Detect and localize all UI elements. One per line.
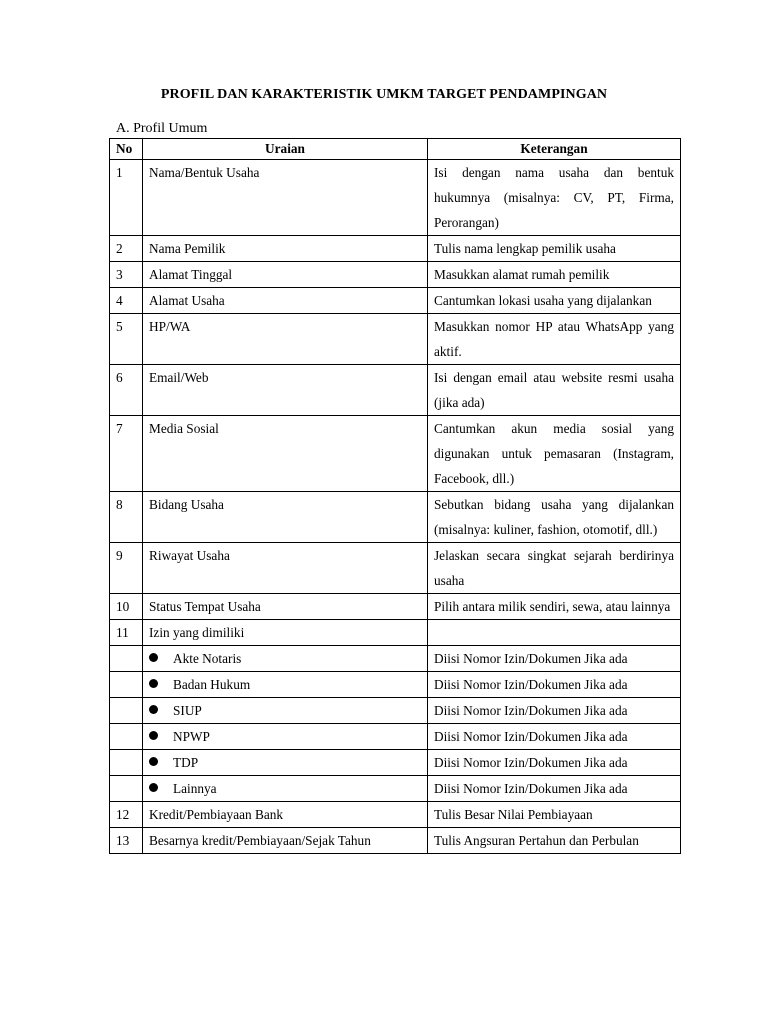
- row-keterangan: Tulis Besar Nilai Pembiayaan: [428, 802, 681, 828]
- row-no: 1: [110, 160, 143, 236]
- izin-keterangan: Diisi Nomor Izin/Dokumen Jika ada: [428, 698, 681, 724]
- row-keterangan: Cantumkan akun media sosial yang digunakan untuk pemasaran (Instagram, Facebook, dll.): [428, 416, 681, 492]
- row-no: [110, 724, 143, 750]
- izin-item: [143, 672, 428, 698]
- izin-label: Lainnya: [173, 781, 217, 796]
- izin-keterangan: Diisi Nomor Izin/Dokumen Jika ada: [428, 724, 681, 750]
- table-row: [110, 365, 681, 416]
- table-row: [110, 314, 681, 365]
- izin-label: NPWP: [173, 729, 210, 744]
- row-no: 8: [110, 492, 143, 543]
- bullet-icon: [149, 679, 158, 688]
- izin-item: [143, 724, 428, 750]
- header-keterangan: Keterangan: [428, 139, 681, 160]
- table-row: [110, 416, 681, 492]
- row-uraian: Nama/Bentuk Usaha: [143, 160, 428, 236]
- row-no: 2: [110, 236, 143, 262]
- izin-item: [143, 776, 428, 802]
- row-no: [110, 646, 143, 672]
- izin-keterangan: Diisi Nomor Izin/Dokumen Jika ada: [428, 750, 681, 776]
- row-uraian: Status Tempat Usaha: [143, 594, 428, 620]
- izin-row: [110, 698, 681, 724]
- row-keterangan: [428, 620, 681, 646]
- row-uraian: Kredit/Pembiayaan Bank: [143, 802, 428, 828]
- row-no: [110, 698, 143, 724]
- izin-row: [110, 776, 681, 802]
- row-uraian: Media Sosial: [143, 416, 428, 492]
- table-row: [110, 828, 681, 854]
- row-no: 10: [110, 594, 143, 620]
- row-no: 5: [110, 314, 143, 365]
- izin-item: [143, 698, 428, 724]
- table-row: [110, 802, 681, 828]
- row-keterangan: Jelaskan secara singkat sejarah berdirinya usaha: [428, 543, 681, 594]
- bullet-icon: [149, 705, 158, 714]
- izin-item: [143, 646, 428, 672]
- izin-label: SIUP: [173, 703, 202, 718]
- row-no: [110, 672, 143, 698]
- table-row: [110, 160, 681, 236]
- row-no: 11: [110, 620, 143, 646]
- row-no: 13: [110, 828, 143, 854]
- izin-row: [110, 724, 681, 750]
- izin-keterangan: Diisi Nomor Izin/Dokumen Jika ada: [428, 646, 681, 672]
- row-keterangan: Tulis Angsuran Pertahun dan Perbulan: [428, 828, 681, 854]
- table-header-row: [110, 139, 681, 160]
- table-row: [110, 594, 681, 620]
- izin-label: TDP: [173, 755, 199, 770]
- table-row: [110, 288, 681, 314]
- izin-row: [110, 646, 681, 672]
- row-keterangan: Pilih antara milik sendiri, sewa, atau lainnya: [428, 594, 681, 620]
- row-no: 4: [110, 288, 143, 314]
- row-uraian: Bidang Usaha: [143, 492, 428, 543]
- row-no: [110, 776, 143, 802]
- table-row: [110, 543, 681, 594]
- row-no: [110, 750, 143, 776]
- table-row: [110, 492, 681, 543]
- row-uraian: HP/WA: [143, 314, 428, 365]
- row-keterangan: Cantumkan lokasi usaha yang dijalankan: [428, 288, 681, 314]
- row-no: 9: [110, 543, 143, 594]
- izin-keterangan: Diisi Nomor Izin/Dokumen Jika ada: [428, 672, 681, 698]
- row-keterangan: Tulis nama lengkap pemilik usaha: [428, 236, 681, 262]
- row-no: 12: [110, 802, 143, 828]
- izin-label: Akte Notaris: [173, 651, 242, 666]
- izin-row: [110, 672, 681, 698]
- row-uraian: Nama Pemilik: [143, 236, 428, 262]
- section-heading: A. Profil Umum: [116, 121, 208, 136]
- bullet-icon: [149, 731, 158, 740]
- profile-table: [109, 138, 681, 854]
- row-uraian: Alamat Usaha: [143, 288, 428, 314]
- izin-label: Badan Hukum: [173, 677, 251, 692]
- table-row: [110, 236, 681, 262]
- row-uraian: Izin yang dimiliki: [143, 620, 428, 646]
- document-title: PROFIL DAN KARAKTERISTIK UMKM TARGET PENDAMPINGAN: [160, 87, 608, 102]
- row-no: 6: [110, 365, 143, 416]
- row-keterangan: Masukkan alamat rumah pemilik: [428, 262, 681, 288]
- row-no: 7: [110, 416, 143, 492]
- row-keterangan: Isi dengan nama usaha dan bentuk hukumnya (misalnya: CV, PT, Firma, Perorangan): [428, 160, 681, 236]
- izin-item: [143, 750, 428, 776]
- table-row: [110, 262, 681, 288]
- row-uraian: Riwayat Usaha: [143, 543, 428, 594]
- bullet-icon: [149, 783, 158, 792]
- izin-keterangan: Diisi Nomor Izin/Dokumen Jika ada: [428, 776, 681, 802]
- row-keterangan: Sebutkan bidang usaha yang dijalankan (misalnya: kuliner, fashion, otomotif, dll.): [428, 492, 681, 543]
- bullet-icon: [149, 653, 158, 662]
- row-uraian: Email/Web: [143, 365, 428, 416]
- header-uraian: Uraian: [143, 139, 428, 160]
- row-no: 3: [110, 262, 143, 288]
- bullet-icon: [149, 757, 158, 766]
- row-keterangan: Masukkan nomor HP atau WhatsApp yang aktif.: [428, 314, 681, 365]
- row-uraian: Besarnya kredit/Pembiayaan/Sejak Tahun: [143, 828, 428, 854]
- row-uraian: Alamat Tinggal: [143, 262, 428, 288]
- header-no: No: [110, 139, 143, 160]
- table-row: [110, 620, 681, 646]
- row-keterangan: Isi dengan email atau website resmi usaha (jika ada): [428, 365, 681, 416]
- izin-row: [110, 750, 681, 776]
